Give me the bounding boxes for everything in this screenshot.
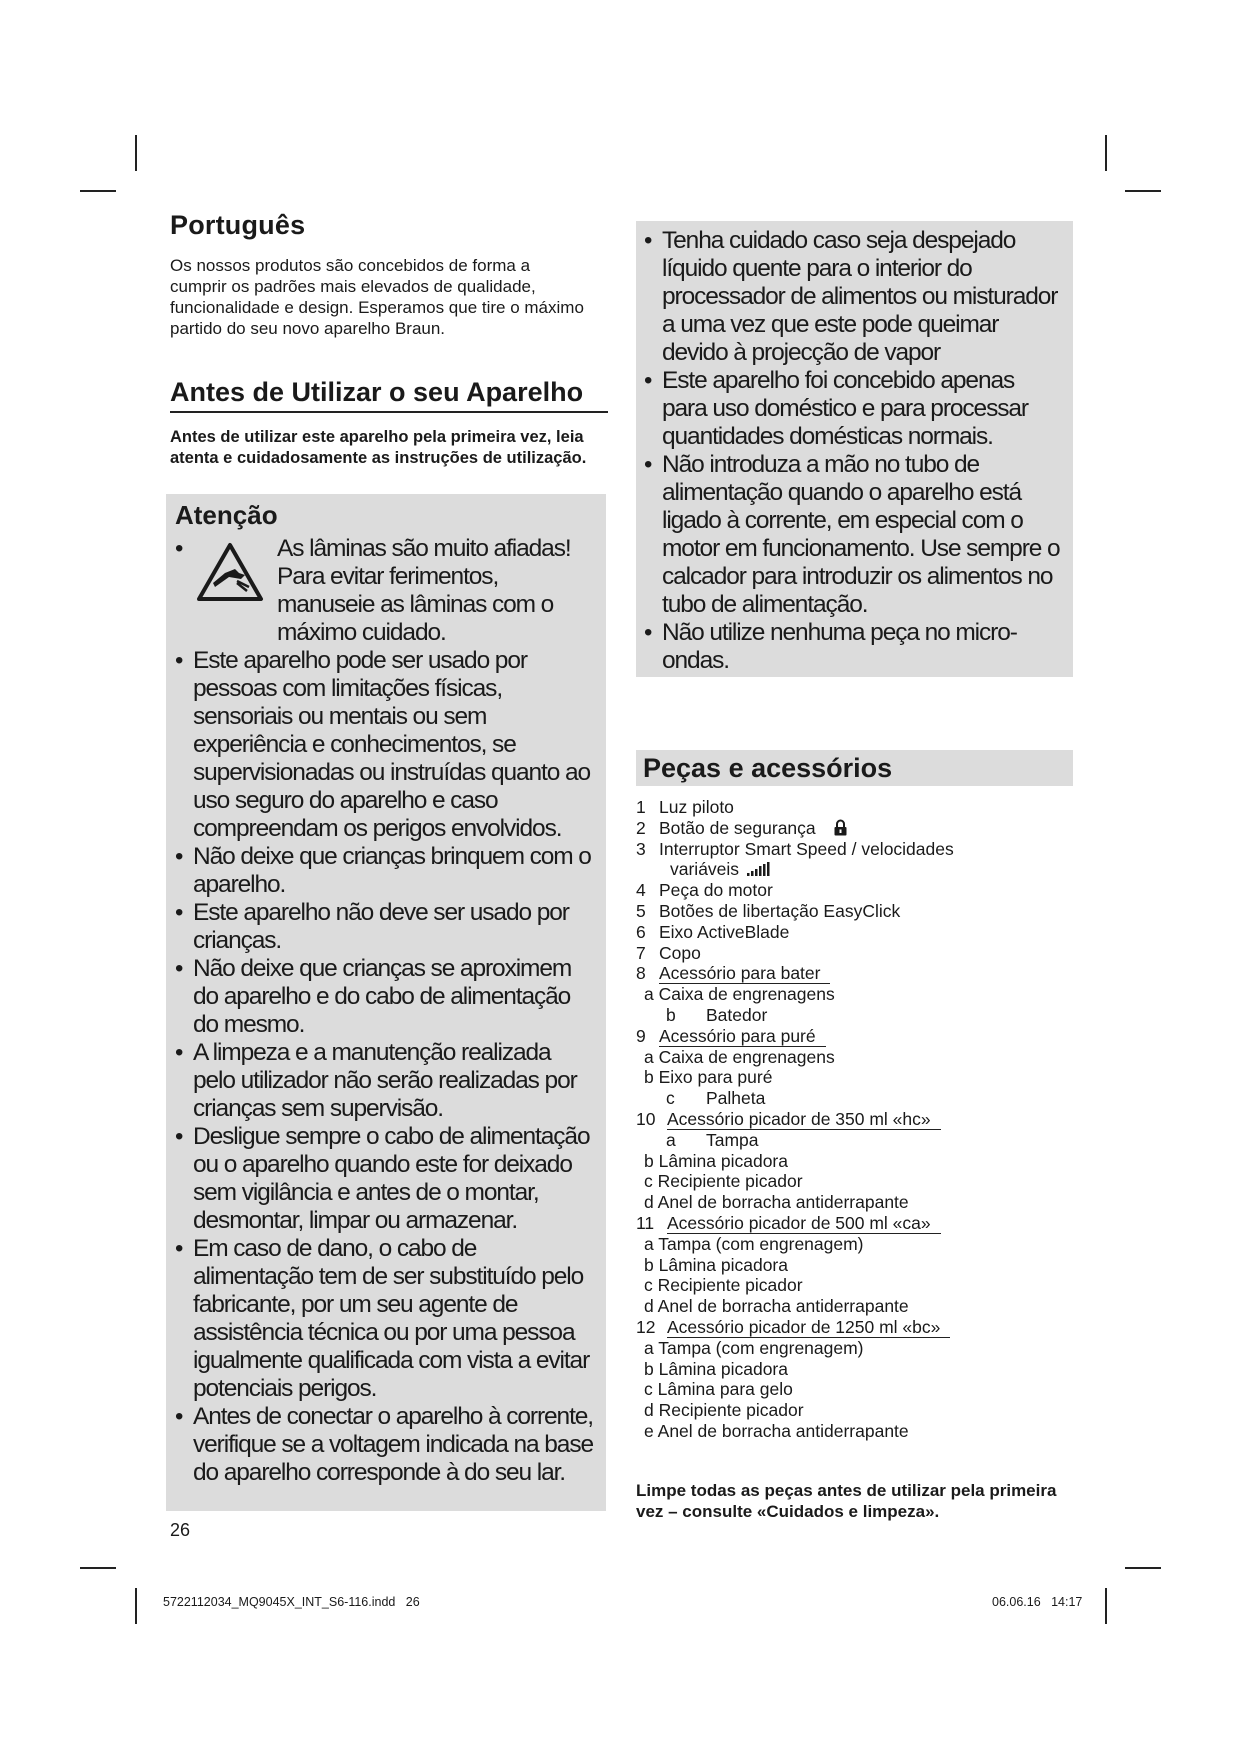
part-subrow [636,1047,1076,1068]
part-row [636,797,1076,818]
part-letter: b [644,1150,654,1171]
part-label: Caixa de engrenagens [658,984,835,1005]
part-label: Peça do motor [659,880,773,901]
part-subrow [636,1151,1076,1172]
crop-mark [80,190,116,192]
warning-item: • Desligue sempre o cabo de alimentação ou o aparelho quando este for deixado sem vigilância e antes de o montar, desmontar, limpar ou armazenar. [175,1123,598,1235]
part-number: 3 [636,838,646,859]
footer-datetime: 06.06.16 14:17 [992,1595,1083,1609]
part-number: 6 [636,921,646,942]
part-letter: a [644,1233,654,1254]
part-letter: b [666,1004,676,1025]
speed-signal-icon [747,862,771,876]
part-subrow [636,1338,1076,1359]
part-subrow [636,1275,1076,1296]
part-subrow [636,1234,1076,1255]
warning-item: • A limpeza e a manutenção realizada pelo utilizador não serão realizadas por crianças sem supervisão. [175,1039,598,1123]
part-label: Lâmina para gelo [657,1379,793,1400]
part-label: Eixo ActiveBlade [659,921,790,942]
part-subrow [636,1379,1076,1400]
page-number: 26 [170,1520,191,1540]
part-label: Palheta [706,1088,766,1109]
part-label: Interruptor Smart Speed / velocidades [659,838,954,859]
crop-mark [135,1588,137,1624]
part-label: Recipiente picador [657,1171,803,1192]
part-number: 2 [636,817,646,838]
warning-item: • Não deixe que crianças se aproximem do aparelho e do cabo de alimentação do mesmo. [175,955,598,1039]
part-number: 9 [636,1025,646,1046]
part-label: Acessório picador de 500 ml «ca» [667,1213,941,1234]
warning-item: • Tenha cuidado caso seja despejado líquido quente para o interior do processador de alimentos ou misturador a uma vez que este pode queimar devido à projecção de vapor [644,227,1063,367]
warning-list [175,535,598,1487]
part-row [636,880,1076,901]
part-row [636,1026,1076,1047]
part-label: Eixo para puré [658,1067,773,1088]
part-label: Lâmina picadora [658,1150,788,1171]
warning-item: • Este aparelho não deve ser usado por crianças. [175,899,598,955]
part-letter: b [644,1358,654,1379]
part-letter: a [644,1046,654,1067]
part-number: 8 [636,963,646,984]
part-letter: e [644,1420,654,1441]
part-row [636,839,1076,860]
part-letter: c [644,1275,653,1296]
cleaning-note: Limpe todas as peças antes de utilizar pela primeira vez – consulte «Cuidados e limpeza». [636,1481,1057,1521]
part-letter: a [666,1129,676,1150]
part-subrow [636,1067,1076,1088]
intro-text: Os nossos produtos são concebidos de forma a cumprir os padrões mais elevados de qualidade, funcionalidade e design. Esperamos que tire o máximo partido do seu novo aparelho Braun. [170,256,584,338]
part-label: variáveis [670,859,740,880]
crop-mark [1125,190,1161,192]
part-number: 11 [636,1212,655,1233]
part-number: 1 [636,797,646,817]
part-label: Tampa (com engrenagem) [658,1337,864,1358]
parts-title: Peças e acessórios [643,753,893,783]
part-label: Batedor [706,1004,768,1025]
part-row [636,901,1076,922]
part-label: Lâmina picadora [658,1358,788,1379]
part-subrow [636,1421,1076,1442]
part-subrow [636,1130,1076,1151]
crop-mark [80,1567,116,1569]
part-letter: c [644,1171,653,1192]
part-subrow [636,1171,1076,1192]
part-label: Anel de borracha antiderrapante [657,1192,909,1213]
parts-header [636,750,1073,786]
part-label: Anel de borracha antiderrapante [657,1296,909,1317]
part-label: Caixa de engrenagens [658,1046,835,1067]
right-warning-list [636,221,1073,675]
part-label: Luz piloto [659,797,734,817]
part-label: Copo [659,942,701,963]
part-subrow [636,1296,1076,1317]
warning-item: • Em caso de dano, o cabo de alimentação tem de ser substituído pelo fabricante, por um seu agente de assistência técnica ou por uma pessoa igualmente qualificada com vista a evitar potenciais perigos. [175,1235,598,1403]
warning-title: Atenção [175,500,278,530]
part-label: Tampa (com engrenagem) [658,1233,864,1254]
part-letter: d [644,1192,654,1213]
part-row [636,922,1076,943]
part-row [636,943,1076,964]
part-subrow [636,984,1076,1005]
before-use-title: Antes de Utilizar o seu Aparelho [170,377,608,413]
part-letter: a [644,1337,654,1358]
warning-box [166,494,606,1511]
crop-mark [135,135,137,171]
part-letter: b [644,1067,654,1088]
warning-item: • Não introduza a mão no tubo de alimentação quando o aparelho está ligado à corrente, em especial com o motor em funcionamento. Use sempre o calcador para introduzir os alimentos no tubo de alimentação. [644,451,1063,619]
part-row [636,859,1076,880]
language-title: Português [170,210,306,240]
part-label: Tampa [706,1129,759,1150]
crop-mark [1125,1567,1161,1569]
part-letter: c [666,1088,675,1109]
warning-item: • Este aparelho pode ser usado por pessoas com limitações físicas, sensoriais ou mentais ou sem experiência e conhecimentos, se supervisionadas ou instruídas quanto ao uso seguro do aparelho e caso compreendam os perigos envolvidos. [175,647,598,843]
part-subrow [636,1400,1076,1421]
part-label: Acessório para puré [659,1026,826,1047]
hand-blade-warning-icon [195,541,265,603]
part-label: Acessório para bater [659,963,830,984]
part-label: Anel de borracha antiderrapante [657,1420,909,1441]
lock-icon [834,819,847,836]
part-letter: b [644,1254,654,1275]
warning-item [175,535,598,647]
part-number: 4 [636,880,646,901]
part-subrow [636,1255,1076,1276]
part-row [636,1317,1076,1338]
part-letter: d [644,1400,654,1421]
part-row [636,1213,1076,1234]
warning-item: • Não utilize nenhuma peça no micro-ondas. [644,619,1063,675]
crop-mark [1105,135,1107,171]
warning-item: • Antes de conectar o aparelho à corrente, verifique se a voltagem indicada na base do aparelho corresponde à do seu lar. [175,1403,598,1487]
part-label: Botão de segurança [659,817,816,838]
part-number: 5 [636,900,646,921]
parts-list [636,797,1076,1442]
before-use-lead: Antes de utilizar este aparelho pela primeira vez, leia atenta e cuidadosamente as instruções de utilização. [170,428,587,467]
footer-file: 5722112034_MQ9045X_INT_S6-116.indd 26 [163,1595,420,1609]
part-letter: a [644,984,654,1005]
part-row [636,818,1076,839]
left-column [170,210,610,469]
part-label: Lâmina picadora [658,1254,788,1275]
part-row [636,1109,1076,1130]
part-label: Recipiente picador [657,1275,803,1296]
part-number: 7 [636,942,646,963]
part-label: Botões de libertação EasyClick [659,900,901,921]
right-warning-box [636,221,1073,677]
part-subrow [636,1359,1076,1380]
part-number: 12 [636,1316,656,1337]
part-number: 10 [636,1108,656,1129]
part-subrow [636,1005,1076,1026]
part-label: Acessório picador de 350 ml «hc» [667,1109,941,1130]
crop-mark [1105,1588,1107,1624]
part-label: Acessório picador de 1250 ml «bc» [667,1317,950,1338]
part-row [636,963,1076,984]
warning-item: • Não deixe que crianças brinquem com o aparelho. [175,843,598,899]
warning-item-text: • As lâminas são muito afiadas! Para evitar ferimentos, manuseie as lâminas com o máximo cuidado. [277,535,571,646]
part-letter: c [644,1379,653,1400]
part-label: Recipiente picador [658,1400,804,1421]
part-subrow [636,1192,1076,1213]
warning-item: • Este aparelho foi concebido apenas para uso doméstico e para processar quantidades domésticas normais. [644,367,1063,451]
part-subrow [636,1088,1076,1109]
part-letter: d [644,1296,654,1317]
